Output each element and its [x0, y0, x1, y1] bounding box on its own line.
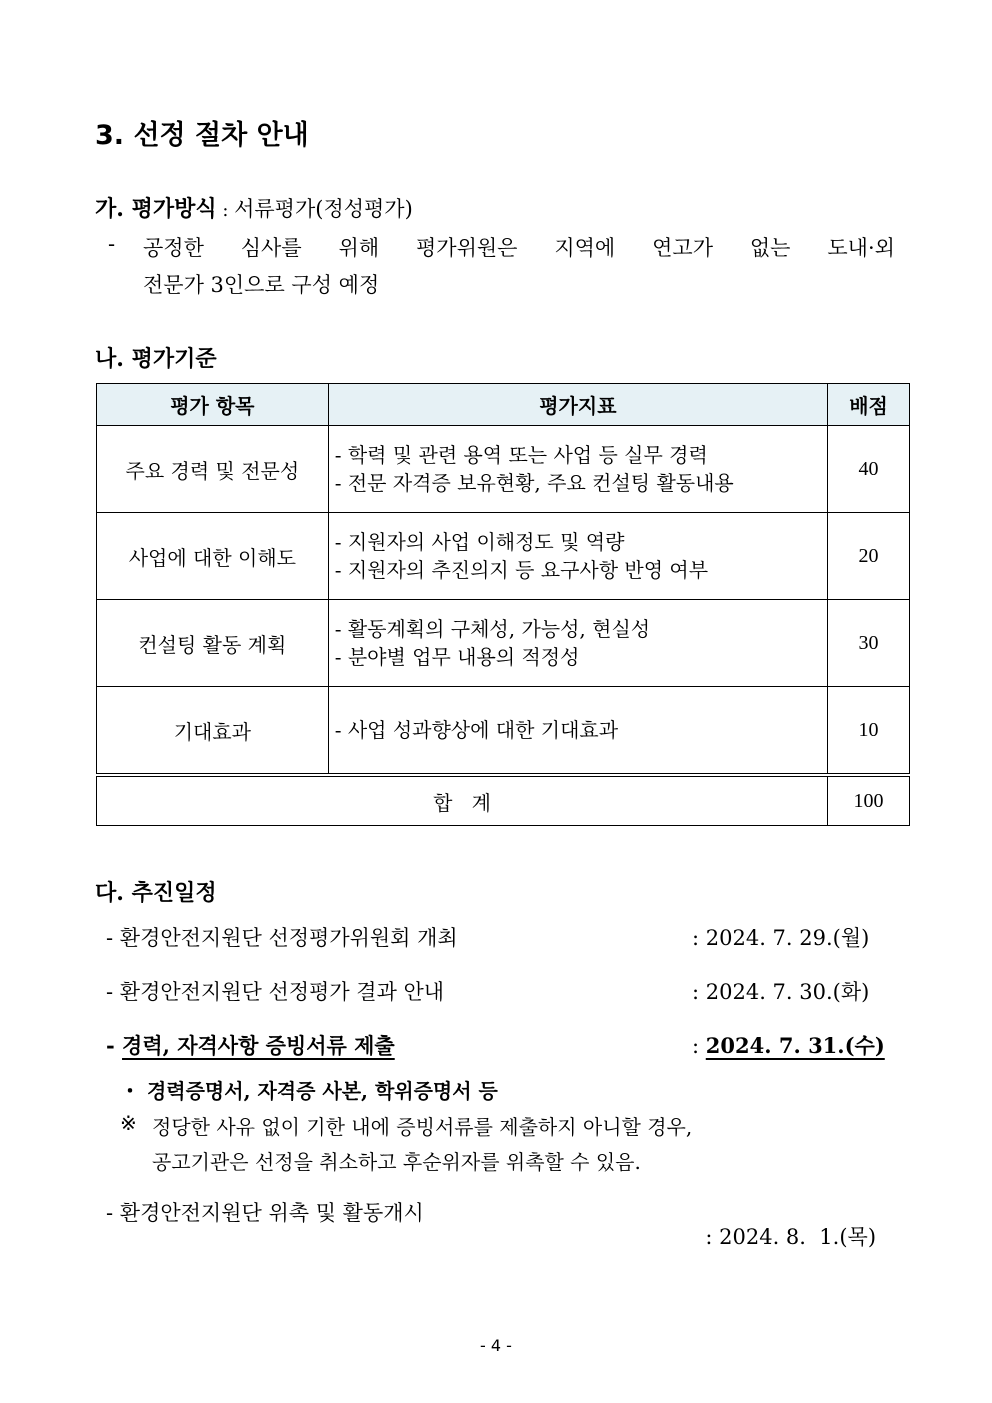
note-mark: ※: [120, 1111, 137, 1135]
indicator-line: - 지원자의 사업 이해정도 및 역량: [334, 530, 625, 554]
total-label: 합 계: [97, 775, 828, 826]
word: 연고가: [652, 236, 713, 260]
row-score: 10: [828, 687, 910, 776]
schedule-text: 환경안전지원단 선정평가위원회 개최: [119, 926, 458, 950]
schedule-date-highlight: [692, 1030, 885, 1060]
section-a-value: 서류평가(정성평가): [234, 197, 413, 221]
dash: -: [106, 980, 120, 1004]
section-a-sep: :: [216, 200, 235, 221]
page-title: 3. 선정 절차 안내: [95, 120, 309, 151]
header-indicator: 평가지표: [328, 384, 827, 426]
row-indicators: [328, 600, 827, 687]
schedule-text: 경력, 자격사항 증빙서류 제출: [122, 1033, 395, 1058]
row-item: 사업에 대한 이해도: [97, 513, 329, 600]
word: 위해: [338, 236, 380, 260]
schedule-text: 환경안전지원단 위촉 및 활동개시: [119, 1201, 424, 1225]
word: 없는: [749, 236, 791, 260]
header-score: 배점: [828, 384, 910, 426]
indicator-line: - 활동계획의 구체성, 가능성, 현실성: [334, 617, 651, 641]
date-value: 2024. 7. 31.(수): [705, 1033, 885, 1058]
row-score: 40: [828, 426, 910, 513]
section-c-heading: 다. 추진일정: [95, 880, 217, 906]
section-a-bullet: -: [108, 232, 116, 256]
table-row: [97, 600, 910, 687]
word: 도내·외: [827, 236, 895, 260]
schedule-item: [106, 1197, 424, 1227]
schedule-date: [692, 976, 869, 1006]
sep: :: [692, 980, 706, 1004]
section-a-label: 가. 평가방식: [95, 196, 217, 222]
indicator-line: - 전문 자격증 보유현황, 주요 컨설팅 활동내용: [334, 471, 734, 495]
row-score: 30: [828, 600, 910, 687]
table-row: [97, 426, 910, 513]
row-indicators: [328, 513, 827, 600]
word: 지역에: [554, 236, 616, 260]
indicator-line: - 학력 및 관련 용역 또는 사업 등 실무 경력: [334, 443, 708, 467]
word: 평가위원은: [416, 236, 518, 260]
section-a-line1: [143, 232, 895, 262]
page-number: - 4 -: [480, 1336, 512, 1355]
schedule-date: [692, 922, 869, 952]
table-total-row: [97, 775, 910, 826]
row-indicators: [328, 687, 827, 776]
schedule-item: [106, 976, 444, 1006]
dash: -: [106, 926, 120, 950]
word: 공정한: [143, 236, 204, 260]
evaluation-table: [96, 383, 910, 826]
document-list: ・ 경력증명서, 자격증 사본, 학위증명서 등: [120, 1079, 498, 1103]
sep: :: [692, 1034, 706, 1058]
dash: -: [106, 1201, 120, 1225]
date-value: 2024. 7. 29.(월): [705, 926, 870, 950]
total-score: 100: [828, 775, 910, 826]
schedule-item: [106, 922, 458, 952]
schedule-text: 환경안전지원단 선정평가 결과 안내: [119, 980, 445, 1004]
indicator-line: - 지원자의 추진의지 등 요구사항 반영 여부: [334, 558, 709, 582]
row-score: 20: [828, 513, 910, 600]
row-indicators: [328, 426, 827, 513]
row-item: 주요 경력 및 전문성: [97, 426, 329, 513]
indicator-line: - 사업 성과향상에 대한 기대효과: [334, 718, 619, 742]
date-value: 2024. 8. 1.(목): [719, 1225, 877, 1249]
table-header-row: [97, 384, 910, 426]
dash: -: [106, 1033, 123, 1058]
date-value: 2024. 7. 30.(화): [705, 980, 870, 1004]
table-row: [97, 513, 910, 600]
row-item: 기대효과: [97, 687, 329, 776]
table-row: [97, 687, 910, 776]
word: 심사를: [240, 236, 302, 260]
section-a-line2: 전문가 3인으로 구성 예정: [143, 273, 380, 297]
section-a-heading: [95, 192, 413, 223]
schedule-date: [692, 1197, 876, 1251]
section-b-heading: 나. 평가기준: [95, 346, 217, 372]
schedule-item-highlight: [106, 1030, 395, 1060]
indicator-line: - 분야별 업무 내용의 적정성: [334, 645, 580, 669]
row-item: 컨설팅 활동 계획: [97, 600, 329, 687]
note-line: 공고기관은 선정을 취소하고 후순위자를 위촉할 수 있음.: [152, 1150, 641, 1174]
sep: :: [705, 1225, 720, 1249]
header-item: 평가 항목: [97, 384, 329, 426]
sep: :: [692, 926, 706, 950]
note-line: 정당한 사유 없이 기한 내에 증빙서류를 제출하지 아니할 경우,: [152, 1115, 693, 1139]
